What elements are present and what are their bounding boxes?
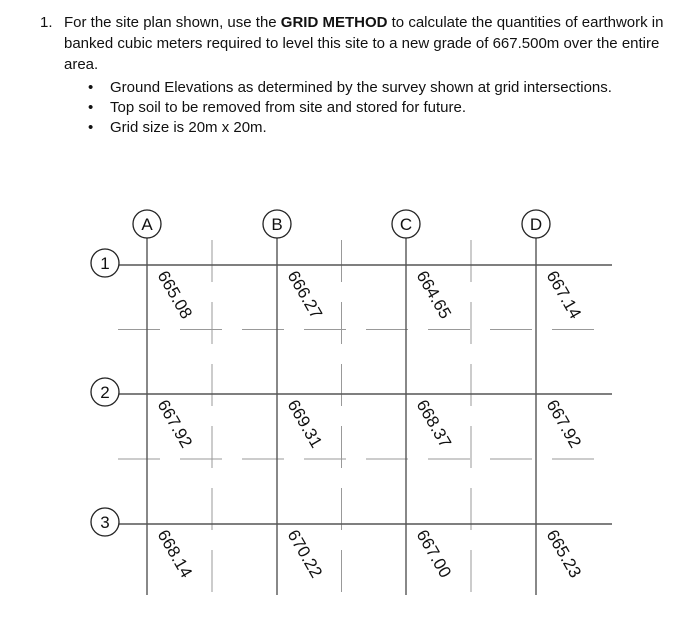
elevation-label: 667.00 bbox=[412, 526, 455, 582]
elevation-label: 668.37 bbox=[412, 396, 455, 452]
bullet-dot: • bbox=[88, 79, 94, 96]
bullet-dot: • bbox=[88, 119, 94, 136]
elevation-label: 666.27 bbox=[283, 267, 326, 323]
elevation-label: 667.14 bbox=[542, 267, 585, 323]
elevation-label: 668.14 bbox=[153, 526, 196, 582]
elevation-label: 670.22 bbox=[283, 526, 326, 582]
elevation-label: 665.23 bbox=[542, 526, 585, 582]
elevation-label: 667.92 bbox=[153, 396, 196, 452]
question-text-after: to calculate the quantities of earthwork in banked cubic meters required to level this site to a new grade of 667.500m over the entire area. bbox=[64, 14, 664, 73]
row-label: 2 bbox=[100, 383, 110, 402]
elevation-label: 669.31 bbox=[283, 396, 326, 452]
question-text-before: For the site plan shown, use the bbox=[64, 14, 281, 31]
column-label: A bbox=[141, 215, 153, 234]
column-label: C bbox=[399, 215, 413, 234]
elevation-label: 667.92 bbox=[542, 396, 585, 452]
column-label: D bbox=[529, 215, 543, 234]
elevation-label: 665.08 bbox=[153, 267, 196, 323]
row-label: 1 bbox=[100, 254, 110, 273]
column-label: B bbox=[271, 215, 283, 234]
row-label: 3 bbox=[100, 513, 110, 532]
bullet-text: Grid size is 20m x 20m. bbox=[110, 119, 267, 136]
bullet-dot: • bbox=[88, 99, 94, 116]
bullet-text: Ground Elevations as determined by the survey shown at grid intersections. bbox=[110, 79, 612, 96]
bullet-text: Top soil to be removed from site and stored for future. bbox=[110, 99, 467, 116]
question-number: 1. bbox=[40, 14, 53, 31]
question-text-bold: GRID METHOD bbox=[280, 14, 388, 31]
elevation-label: 664.65 bbox=[412, 267, 455, 323]
